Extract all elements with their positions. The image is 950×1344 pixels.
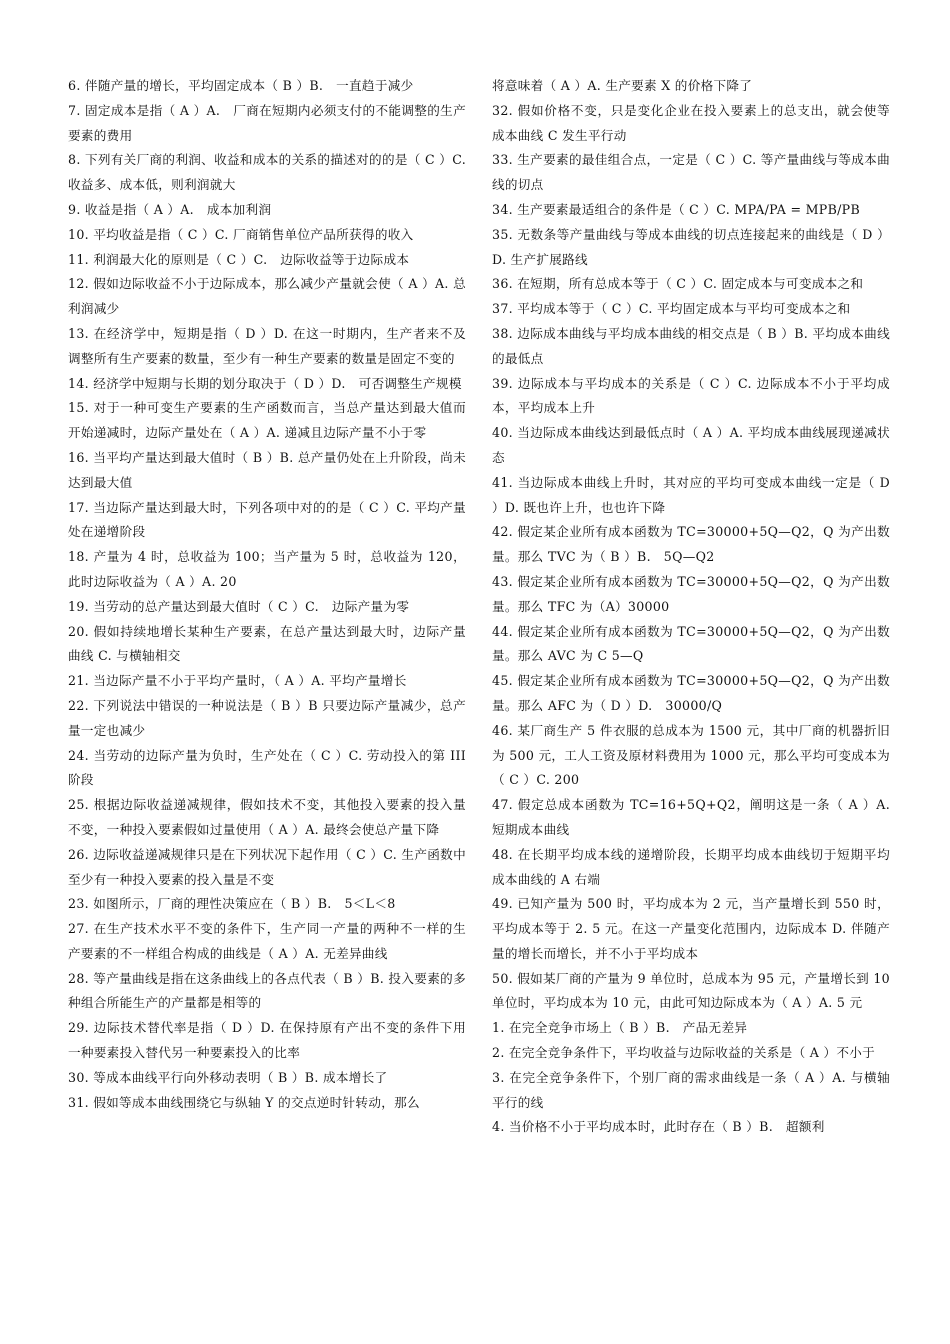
- question-item: 18. 产量为 4 时，总收益为 100；当产量为 5 时，总收益为 120，此时边际收益为（ A ）A. 20: [68, 549, 466, 589]
- question-item: 36. 在短期，所有总成本等于（ C ）C. 固定成本与可变成本之和: [492, 276, 864, 292]
- question-item: 34. 生产要素最适组合的条件是（ C ）C. MPA/PA = MPB/PB: [492, 201, 860, 217]
- question-item: 35. 无数条等产量曲线与等成本曲线的切点连接起来的曲线是（ D ）D. 生产扩展路线: [492, 226, 890, 267]
- question-item: 46. 某厂商生产 5 件衣服的总成本为 1500 元，其中厂商的机器折旧为 500 元，工人工资及原材料费用为 1000 元，那么平均可变成本为（ C ）C. 200: [492, 722, 890, 788]
- question-item: 40. 当边际成本曲线达到最低点时（ A ）A. 平均成本曲线展现递减状态: [492, 425, 890, 465]
- question-item: 48. 在长期平均成本线的递增阶段，长期平均成本曲线切于短期平均成本曲线的 A 右端: [492, 846, 890, 887]
- question-item: 23. 如图所示，厂商的理性决策应在（ B ）B. 5＜L＜8: [68, 896, 396, 912]
- question-item: 16. 当平均产量达到最大值时（ B ）B. 总产量仍处在上升阶段，尚未达到最大值: [68, 449, 466, 490]
- question-item: 44. 假定某企业所有成本函数为 TC=30000+5Q—Q2，Q 为产出数量。那么 AVC 为 C 5—Q: [492, 623, 890, 664]
- question-item: 41. 当边际成本曲线上升时，其对应的平均可变成本曲线一定是（ D ）D. 既也许上升，也也许下降: [492, 474, 890, 515]
- question-item: 50. 假如某厂商的产量为 9 单位时，总成本为 95 元，产量增长到 10 单位时，平均成本为 10 元，由此可知边际成本为（ A ）A. 5 元: [492, 970, 890, 1011]
- question-item: 30. 等成本曲线平行向外移动表明（ B ）B. 成本增长了: [68, 1069, 388, 1085]
- question-item: 20. 假如持续地增长某种生产要素，在总产量达到最大时，边际产量曲线 C. 与横轴相交: [68, 623, 466, 664]
- question-item: 43. 假定某企业所有成本函数为 TC=30000+5Q—Q2，Q 为产出数量。那么 TFC 为（A）30000: [492, 573, 890, 614]
- question-item: 4. 当价格不小于平均成本时，此时存在（ B ）B. 超额利: [492, 1119, 825, 1135]
- question-item: 25. 根据边际收益递减规律，假如技术不变，其他投入要素的投入量不变，一种投入要素假如过量使用（ A ）A. 最终会使总产量下降: [68, 797, 466, 837]
- question-item: 17. 当边际产量达到最大时，下列各项中对的的是（ C ）C. 平均产量处在递增阶段: [68, 499, 466, 540]
- left-column: [68, 74, 466, 1115]
- question-item: 15. 对于一种可变生产要素的生产函数而言，当总产量达到最大值而开始递减时，边际产量处在（ A ）A. 递减且边际产量不小于零: [68, 400, 466, 441]
- question-item: 49. 已知产量为 500 时，平均成本为 2 元，当产量增长到 550 时，平均成本等于 2. 5 元。在这一产量变化范围内，边际成本 D. 伴随产量的增长而增长，并不小于平均成本: [492, 896, 890, 961]
- question-item: 10. 平均收益是指（ C ）C. 厂商销售单位产品所获得的收入: [68, 226, 414, 242]
- question-item: 14. 经济学中短期与长期的划分取决于（ D ）D. 可否调整生产规模: [68, 375, 462, 391]
- question-item: 将意味着（ A ）A. 生产要素 X 的价格下降了: [492, 78, 753, 93]
- question-item: 9. 收益是指（ A ）A. 成本加利润: [68, 201, 272, 217]
- question-item: 32. 假如价格不变，只是变化企业在投入要素上的总支出，就会使等成本曲线 C 发生平行动: [492, 102, 890, 143]
- question-item: 3. 在完全竞争条件下，个别厂商的需求曲线是一条（ A ）A. 与横轴平行的线: [492, 1069, 890, 1110]
- question-item: 21. 当边际产量不小于平均产量时，（ A ）A. 平均产量增长: [68, 673, 407, 689]
- question-item: 28. 等产量曲线是指在这条曲线上的各点代表（ B ）B. 投入要素的多种组合所能生产的产量都是相等的: [68, 970, 466, 1011]
- question-item: 45. 假定某企业所有成本函数为 TC=30000+5Q—Q2，Q 为产出数量。那么 AFC 为（ D ）D. 30000/Q: [492, 673, 890, 713]
- question-item: 12. 假如边际收益不小于边际成本，那么减少产量就会使（ A ）A. 总利润减少: [68, 276, 466, 317]
- question-item: 37. 平均成本等于（ C ）C. 平均固定成本与平均可变成本之和: [492, 301, 851, 317]
- question-item: 26. 边际收益递减规律只是在下列状况下起作用（ C ）C. 生产函数中至少有一种投入要素的投入量是不变: [68, 846, 466, 887]
- question-item: 13. 在经济学中，短期是指（ D ）D. 在这一时期内，生产者来不及调整所有生产要素的数量，至少有一种生产要素的数量是固定不变的: [68, 325, 466, 366]
- question-item: 42. 假定某企业所有成本函数为 TC=30000+5Q—Q2，Q 为产出数量。那么 TVC 为（ B ）B. 5Q—Q2: [492, 524, 890, 565]
- question-item: 7. 固定成本是指（ A ）A. 厂商在短期内必须支付的不能调整的生产要素的费用: [68, 102, 466, 143]
- question-item: 38. 边际成本曲线与平均成本曲线的相交点是（ B ）B. 平均成本曲线的最低点: [492, 325, 890, 366]
- question-item: 2. 在完全竞争条件下，平均收益与边际收益的关系是（ A ）不小于: [492, 1045, 876, 1061]
- question-item: 47. 假定总成本函数为 TC=16+5Q+Q2，阐明这是一条（ A ）A. 短期成本曲线: [492, 797, 890, 837]
- question-item: 24. 当劳动的边际产量为负时，生产处在（ C ）C. 劳动投入的第 III 阶段: [68, 747, 466, 788]
- question-item: 33. 生产要素的最佳组合点，一定是（ C ）C. 等产量曲线与等成本曲线的切点: [492, 152, 890, 193]
- right-column: [492, 74, 890, 1140]
- question-item: 22. 下列说法中错误的一种说法是（ B ）B 只要边际产量减少，总产量一定也减少: [68, 697, 466, 738]
- question-item: 31. 假如等成本曲线围绕它与纵轴 Y 的交点逆时针转动，那么: [68, 1094, 420, 1110]
- question-item: 39. 边际成本与平均成本的关系是（ C ）C. 边际成本不小于平均成本，平均成本上升: [492, 375, 890, 416]
- question-item: 1. 在完全竞争市场上（ B ）B. 产品无差异: [492, 1020, 748, 1036]
- question-item: 8. 下列有关厂商的利润、收益和成本的关系的描述对的的是（ C ）C. 收益多、成本低，则利润就大: [68, 152, 466, 193]
- question-item: 27. 在生产技术水平不变的条件下，生产同一产量的两种不一样的生产要素的不一样组合构成的曲线是（ A ）A. 无差异曲线: [68, 921, 466, 961]
- question-item: 29. 边际技术替代率是指（ D ）D. 在保持原有产出不变的条件下用一种要素投入替代另一种要素投入的比率: [68, 1020, 466, 1061]
- question-item: 11. 利润最大化的原则是（ C ）C. 边际收益等于边际成本: [68, 251, 410, 267]
- question-item: 19. 当劳动的总产量达到最大值时（ C ）C. 边际产量为零: [68, 598, 410, 614]
- question-item: 6. 伴随产量的增长，平均固定成本（ B ）B. 一直趋于减少: [68, 78, 414, 93]
